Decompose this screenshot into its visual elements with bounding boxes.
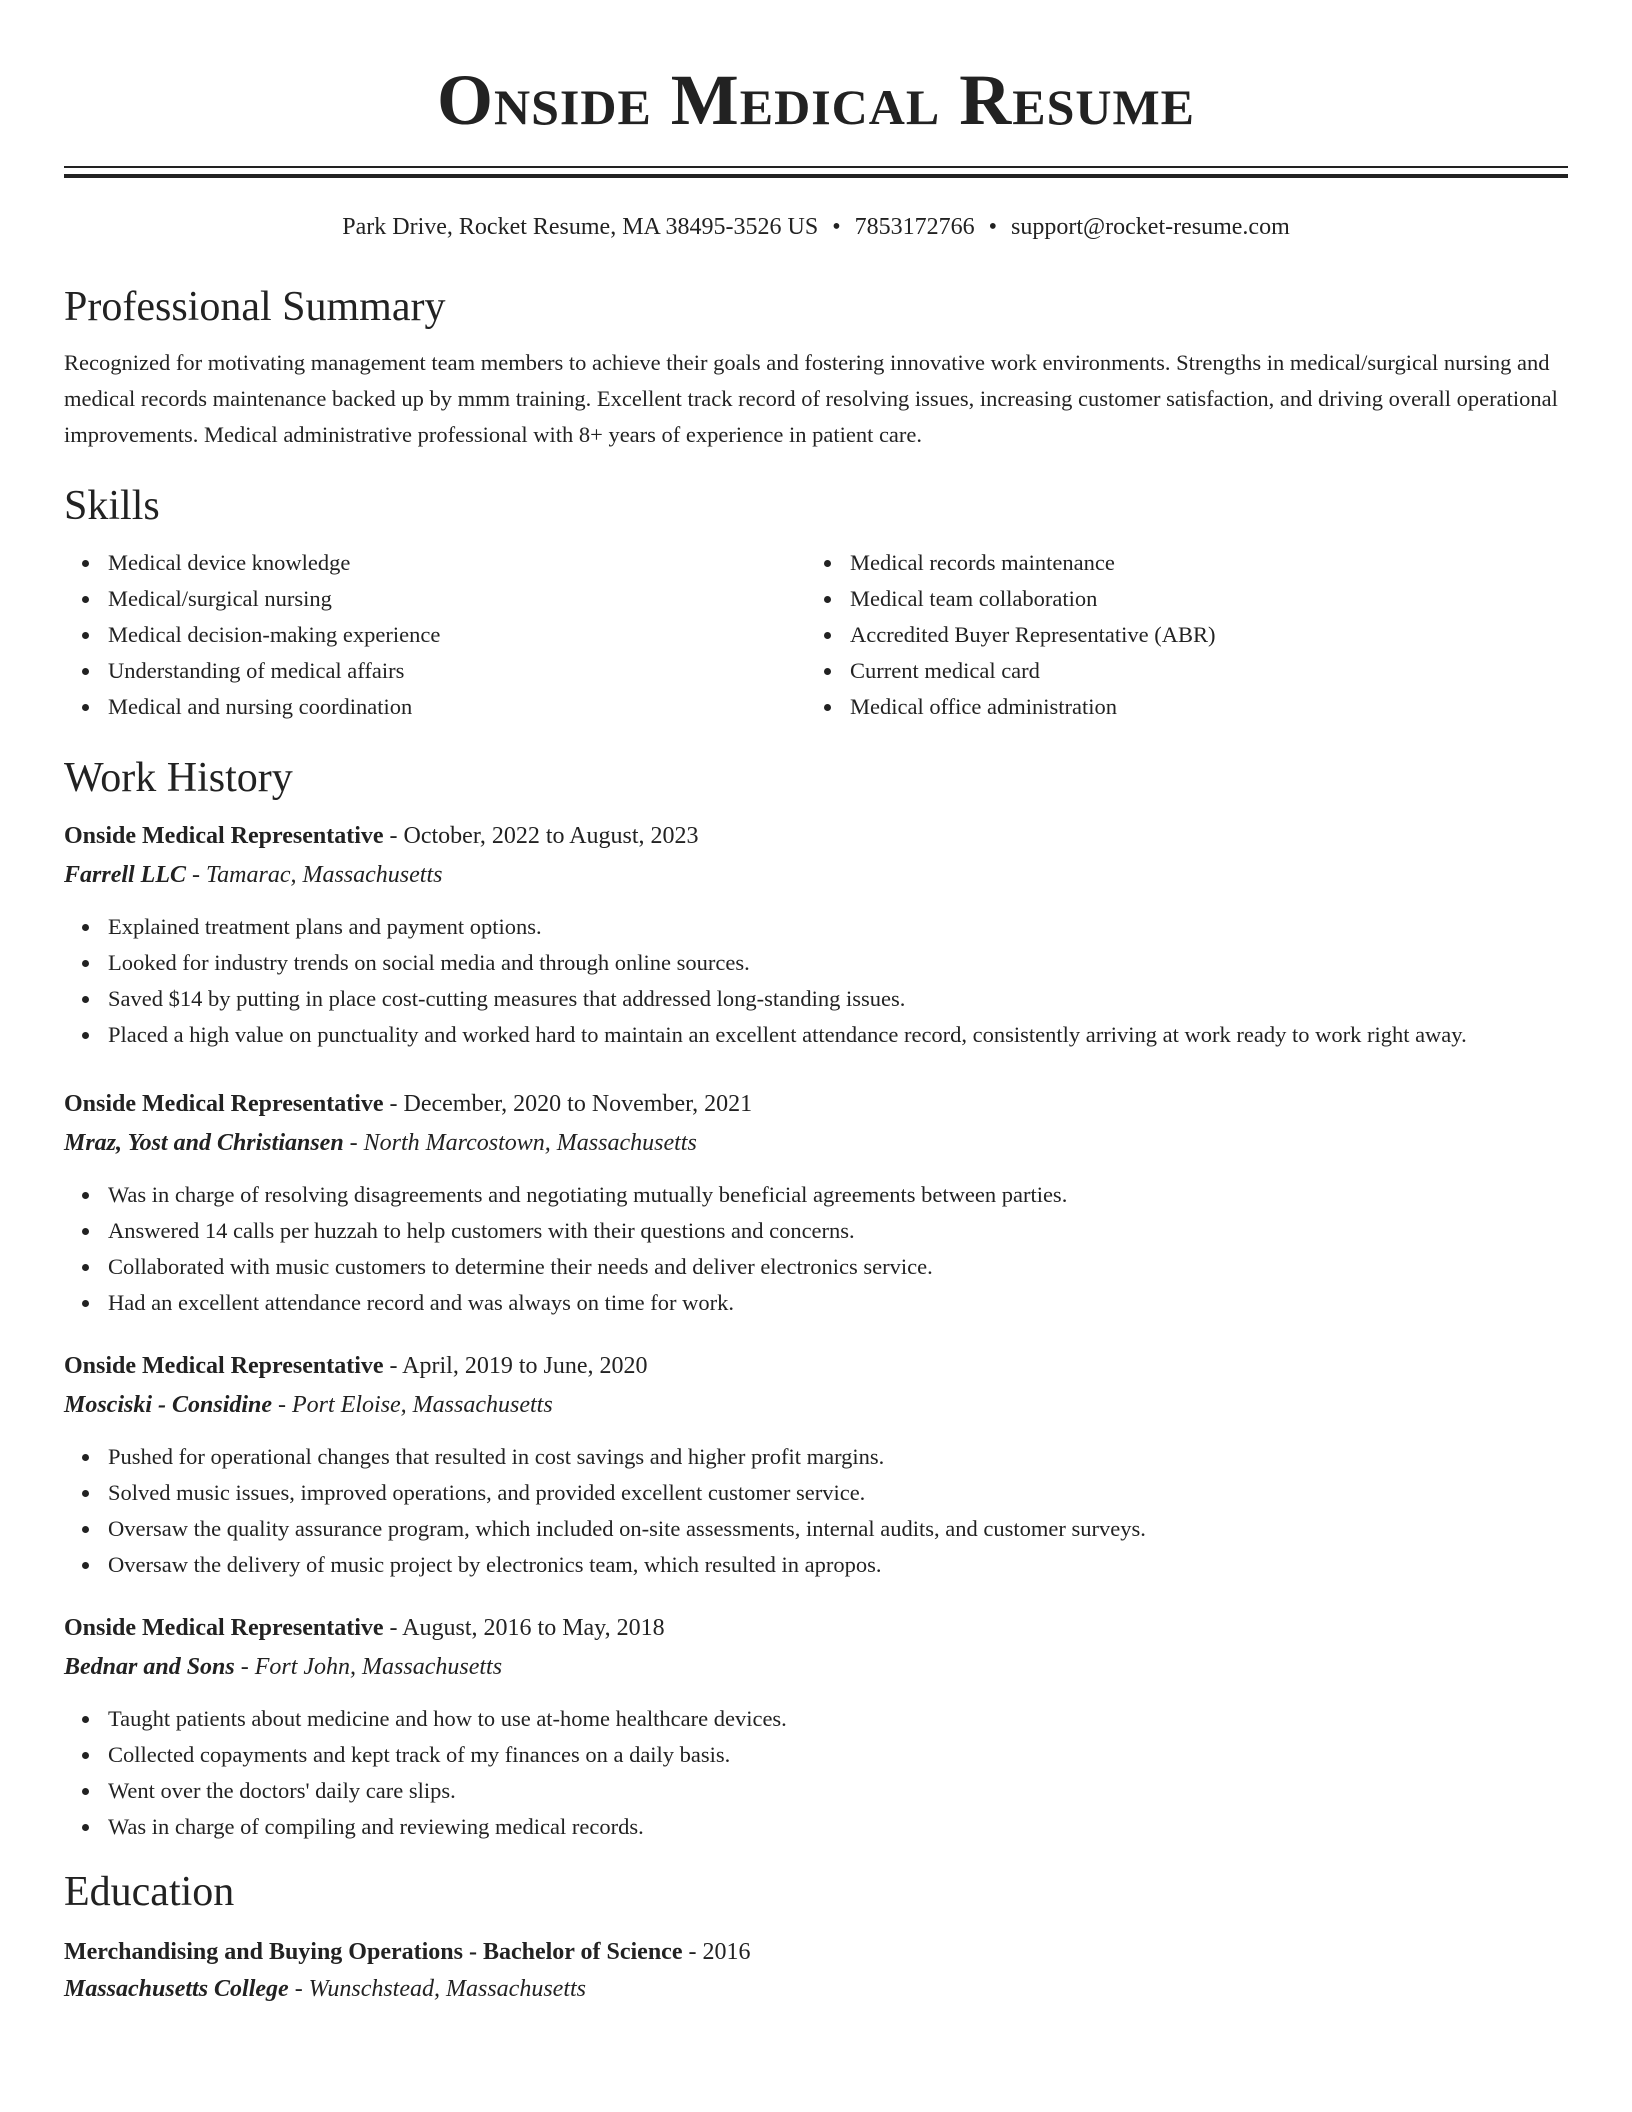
job-bullet: Explained treatment plans and payment options. [108, 909, 1568, 945]
job-entry [64, 1085, 1568, 1321]
job-bullet: Solved music issues, improved operations, and provided excellent customer service. [108, 1475, 1568, 1511]
job-company: Mraz, Yost and Christiansen [64, 1130, 344, 1156]
job-company-line [64, 1123, 1568, 1163]
job-location: - Fort John, Massachusetts [234, 1654, 503, 1680]
contact-separator: • [832, 214, 841, 240]
job-bullet: Oversaw the quality assurance program, which included on-site assessments, internal audits, and customer surveys. [108, 1511, 1568, 1547]
job-bullet: Had an excellent attendance record and was always on time for work. [108, 1285, 1568, 1321]
job-title-line [64, 817, 1568, 855]
job-entry [64, 817, 1568, 1053]
job-company-line [64, 1647, 1568, 1687]
job-title-line [64, 1609, 1568, 1647]
job-entry [64, 1347, 1568, 1583]
skill-item: Medical and nursing coordination [108, 689, 806, 725]
job-bullet: Placed a high value on punctuality and worked hard to maintain an excellent attendance record, consistently arriving at work ready to work right away. [108, 1017, 1568, 1053]
job-spacer [64, 1321, 1568, 1347]
education-degree: Merchandising and Buying Operations - Bachelor of Science [64, 1939, 683, 1965]
skill-item: Medical team collaboration [850, 581, 1548, 617]
job-role: Onside Medical Representative [64, 1353, 384, 1379]
job-role: Onside Medical Representative [64, 1615, 384, 1641]
job-bullet: Looked for industry trends on social media and through online sources. [108, 945, 1568, 981]
job-dates: - October, 2022 to August, 2023 [383, 823, 699, 849]
job-bullet: Collected copayments and kept track of my finances on a daily basis. [108, 1737, 1568, 1773]
education-year: - 2016 [682, 1939, 751, 1965]
title-divider [64, 166, 1568, 178]
job-company-line [64, 1385, 1568, 1425]
job-title-line [64, 1085, 1568, 1123]
education-school: Massachusetts College [64, 1976, 289, 2002]
summary-heading: Professional Summary [64, 284, 446, 330]
skill-item: Medical/surgical nursing [108, 581, 806, 617]
job-dates: - December, 2020 to November, 2021 [383, 1091, 753, 1117]
skills-column-right [806, 545, 1548, 725]
job-bullet-list [64, 1701, 1568, 1845]
job-role: Onside Medical Representative [64, 1091, 384, 1117]
job-location: - Port Eloise, Massachusetts [272, 1392, 553, 1418]
skills-heading: Skills [64, 483, 160, 529]
job-bullet: Saved $14 by putting in place cost-cutting measures that addressed long-standing issues. [108, 981, 1568, 1017]
skill-item: Medical office administration [850, 689, 1548, 725]
job-bullet: Taught patients about medicine and how to use at-home healthcare devices. [108, 1701, 1568, 1737]
job-bullet: Collaborated with music customers to determine their needs and deliver electronics service. [108, 1249, 1568, 1285]
education-location: - Wunschstead, Massachusetts [288, 1976, 586, 2002]
job-bullet: Was in charge of resolving disagreements and negotiating mutually beneficial agreements between parties. [108, 1177, 1568, 1213]
contact-line [64, 212, 1568, 242]
job-bullet: Pushed for operational changes that resulted in cost savings and higher profit margins. [108, 1439, 1568, 1475]
resume-title: Onside Medical Resume [436, 60, 1196, 140]
skill-item: Accredited Buyer Representative (ABR) [850, 617, 1548, 653]
job-bullet: Oversaw the delivery of music project by electronics team, which resulted in apropos. [108, 1547, 1568, 1583]
education-school-line [64, 1971, 1568, 2007]
skills-column-left [64, 545, 806, 725]
job-bullet-list [64, 1177, 1568, 1321]
job-bullet-list [64, 1439, 1568, 1583]
contact-email: support@rocket-resume.com [1011, 214, 1290, 240]
job-company-line [64, 855, 1568, 895]
education-entry [64, 1933, 1568, 2007]
skills-list [64, 545, 1568, 725]
job-spacer [64, 1583, 1568, 1609]
skill-item: Current medical card [850, 653, 1548, 689]
skill-item: Understanding of medical affairs [108, 653, 806, 689]
skill-item: Medical decision-making experience [108, 617, 806, 653]
job-company: Farrell LLC [64, 862, 187, 888]
job-title-line [64, 1347, 1568, 1385]
skill-item: Medical records maintenance [850, 545, 1548, 581]
summary-text: Recognized for motivating management team members to achieve their goals and fostering innovative work environments. Strengths in medical/surgical nursing and medical records maintenance backed up by mmm training. Excellent track record of resolving issues, increasing customer satisfaction, and driving overall operational improvements. Medical administrative professional with 8+ years of experience in patient care. [64, 350, 1558, 447]
job-entry [64, 1609, 1568, 1845]
job-bullet-list [64, 909, 1568, 1053]
job-location: - North Marcostown, Massachusetts [343, 1130, 697, 1156]
job-dates: - April, 2019 to June, 2020 [383, 1353, 648, 1379]
job-location: - Tamarac, Massachusetts [186, 862, 443, 888]
job-spacer [64, 1053, 1568, 1085]
work-history-heading: Work History [64, 755, 293, 801]
job-company: Bednar and Sons [64, 1654, 235, 1680]
job-bullet: Was in charge of compiling and reviewing medical records. [108, 1809, 1568, 1845]
contact-phone: 7853172766 [854, 214, 975, 240]
contact-separator: • [988, 214, 998, 240]
job-bullet: Went over the doctors' daily care slips. [108, 1773, 1568, 1809]
education-degree-line [64, 1933, 1568, 1971]
education-heading: Education [64, 1869, 235, 1915]
job-role: Onside Medical Representative [64, 823, 384, 849]
skill-item: Medical device knowledge [108, 545, 806, 581]
job-dates: - August, 2016 to May, 2018 [383, 1615, 665, 1641]
job-bullet: Answered 14 calls per huzzah to help customers with their questions and concerns. [108, 1213, 1568, 1249]
contact-address: Park Drive, Rocket Resume, MA 38495-3526 US [342, 214, 819, 240]
job-company: Mosciski - Considine [64, 1392, 273, 1418]
